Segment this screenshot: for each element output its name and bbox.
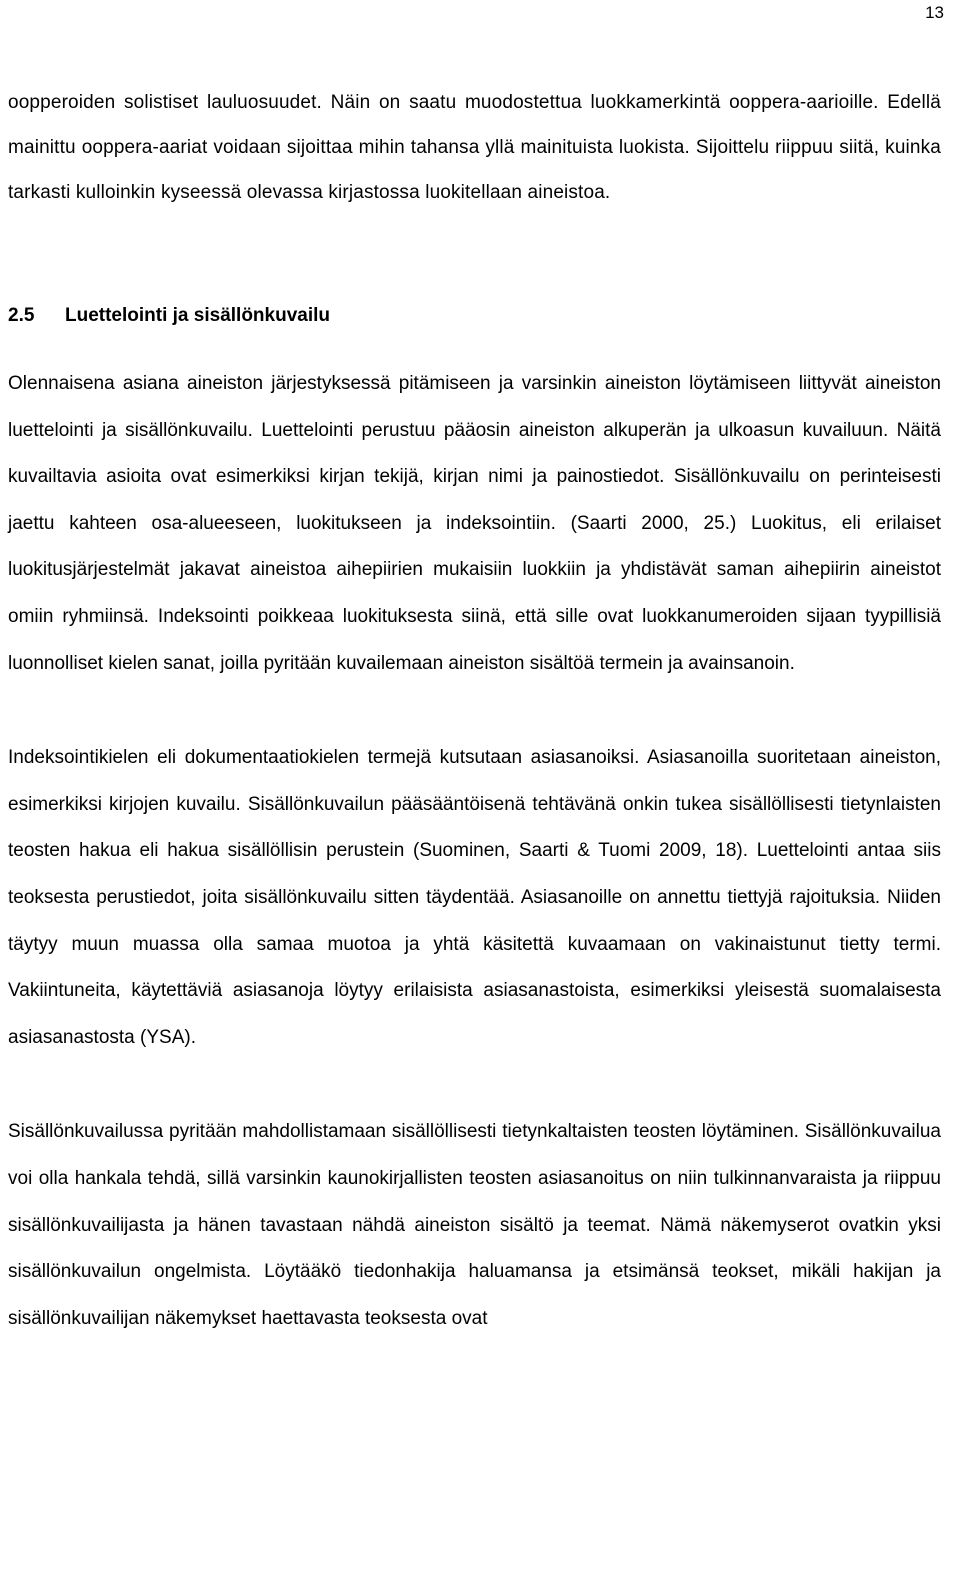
body-paragraph-3: Sisällönkuvailussa pyritään mahdollistamaan sisällöllisesti tietynkaltaisten teosten löytäminen. Sisällönkuvailua voi olla hankala tehdä, sillä varsinkin kaunokirjallisten teosten asiasanoitus on niin tulkinnanvaraista ja riippuu sisällönkuvailijasta ja hänen tavastaan nähdä aineiston sisältö ja teemat. Nämä näkemyserot ovatkin yksi sisällönkuvailun ongelmista. Löytääkö tiedonhakija haluamansa ja etsimänsä teokset, mikäli hakijan ja sisällönkuvailijan näkemykset haettavasta teoksesta ovat bbox=[8, 1121, 941, 1329]
body-paragraph-1: Olennaisena asiana aineiston järjestyksessä pitämiseen ja varsinkin aineiston löytämiseen liittyvät aineiston luettelointi ja sisällönkuvailu. Luettelointi perustuu pääosin aineiston alkuperän ja ulkoasun kuvailuun. Näitä kuvailtavia asioita ovat esimerkiksi kirjan tekijä, kirjan nimi ja painostiedot. Sisällönkuvailu on perinteisesti jaettu kahteen osa-alueeseen, luokitukseen ja indeksointiin. (Saarti 2000, 25.) Luokitus, eli erilaiset luokitusjärjestelmät jakavat aineistoa aihepiirien mukaisiin luokkiin ja yhdistävät saman aihepiirin aineistot omiin ryhmiinsä. Indeksointi poikkeaa luokituksesta siinä, että sille ovat luokkanumeroiden sijaan tyypillisiä luonnolliset kielen sanat, joilla pyritään kuvailemaan aineiston sisältöä termein ja avainsanoin. bbox=[8, 373, 941, 674]
body-paragraph-2: Indeksointikielen eli dokumentaatiokielen termejä kutsutaan asiasanoiksi. Asiasanoilla suoritetaan aineiston, esimerkiksi kirjojen kuvailu. Sisällönkuvailun pääsääntöisenä tehtävänä onkin tukea sisällöllisesti tietynlaisten teosten hakua eli hakua sisällöllisin perustein (Suominen, Saarti & Tuomi 2009, 18). Luettelointi antaa siis teoksesta perustiedot, joita sisällönkuvailu sitten täydentää. Asiasanoille on annettu tiettyjä rajoituksia. Niiden täytyy muun muassa olla samaa muotoa ja yhtä käsitettä kuvaamaan on vakinaistunut tietty termi. Vakiintuneita, käytettäviä asiasanoja löytyy erilaisista asiasanastoista, esimerkiksi yleisestä suomalaisesta asiasanastosta (YSA). bbox=[8, 747, 941, 1048]
section-number: 2.5 bbox=[8, 305, 35, 326]
section-heading bbox=[8, 304, 941, 328]
section-title: Luettelointi ja sisällönkuvailu bbox=[65, 305, 330, 326]
page-number: 13 bbox=[925, 3, 944, 22]
intro-paragraph: oopperoiden solistiset lauluosuudet. Näin on saatu muodostettua luokkamerkintä ooppera-aarioille. Edellä mainittu ooppera-aariat voidaan sijoittaa mihin tahansa yllä mainituista luokista. Sijoittelu riippuu siitä, kuinka tarkasti kulloinkin kyseessä olevassa kirjastossa luokitellaan aineistoa. bbox=[8, 92, 941, 203]
document-body bbox=[8, 80, 941, 1342]
